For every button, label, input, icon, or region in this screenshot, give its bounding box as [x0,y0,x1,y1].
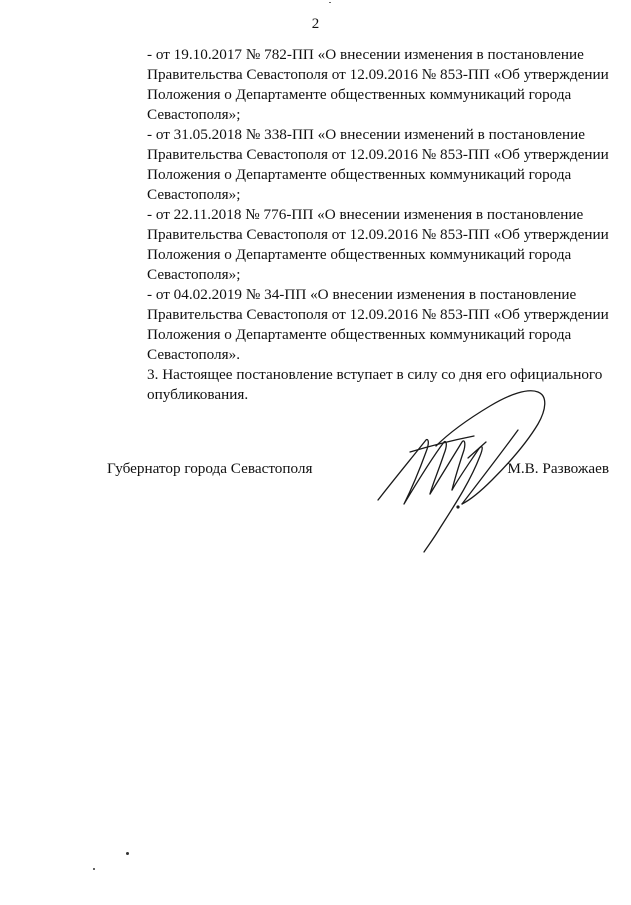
text-line: опубликования. [147,386,249,403]
text-line: Положения о Департаменте общественных коммуникаций города [147,326,572,343]
text-line: Правительства Севастополя от 12.09.2016 № 853-ПП «Об утверждении [147,226,609,243]
signatory-title: Губернатор города Севастополя [107,460,313,477]
text-line: Севастополя»; [147,266,241,283]
text-line: Севастополя». [147,346,241,363]
scan-speck [329,2,331,3]
text-line: Положения о Департаменте общественных коммуникаций города [147,86,572,103]
text-line: Положения о Департаменте общественных коммуникаций города [147,166,572,183]
text-line: 3. Настоящее постановление вступает в силу со дня его официального [147,366,603,383]
scan-speck [93,868,95,870]
text-line: Положения о Департаменте общественных коммуникаций города [147,246,572,263]
amendment-item-3 [107,205,609,285]
page-number: 2 [311,16,320,32]
amendment-item-1 [107,45,609,125]
text-line: Севастополя»; [147,106,241,123]
signatory-name: М.В. Развожаев [507,460,609,477]
text-line: - от 04.02.2019 № 34-ПП «О внесении изменения в постановление [147,286,577,303]
text-line: Правительства Севастополя от 12.09.2016 № 853-ПП «Об утверждении [147,146,609,163]
amendment-item-4 [107,285,609,365]
text-line: - от 22.11.2018 № 776-ПП «О внесении изменения в постановление [147,206,584,223]
text-line: - от 19.10.2017 № 782-ПП «О внесении изменения в постановление [147,46,584,63]
text-line: Правительства Севастополя от 12.09.2016 № 853-ПП «Об утверждении [147,306,609,323]
amendment-item-2 [107,125,609,205]
text-line: Правительства Севастополя от 12.09.2016 № 853-ПП «Об утверждении [147,66,609,83]
text-line: Севастополя»; [147,186,241,203]
text-line: - от 31.05.2018 № 338-ПП «О внесении изменений в постановление [147,126,585,143]
document-body [107,45,609,405]
scan-speck [126,852,129,855]
